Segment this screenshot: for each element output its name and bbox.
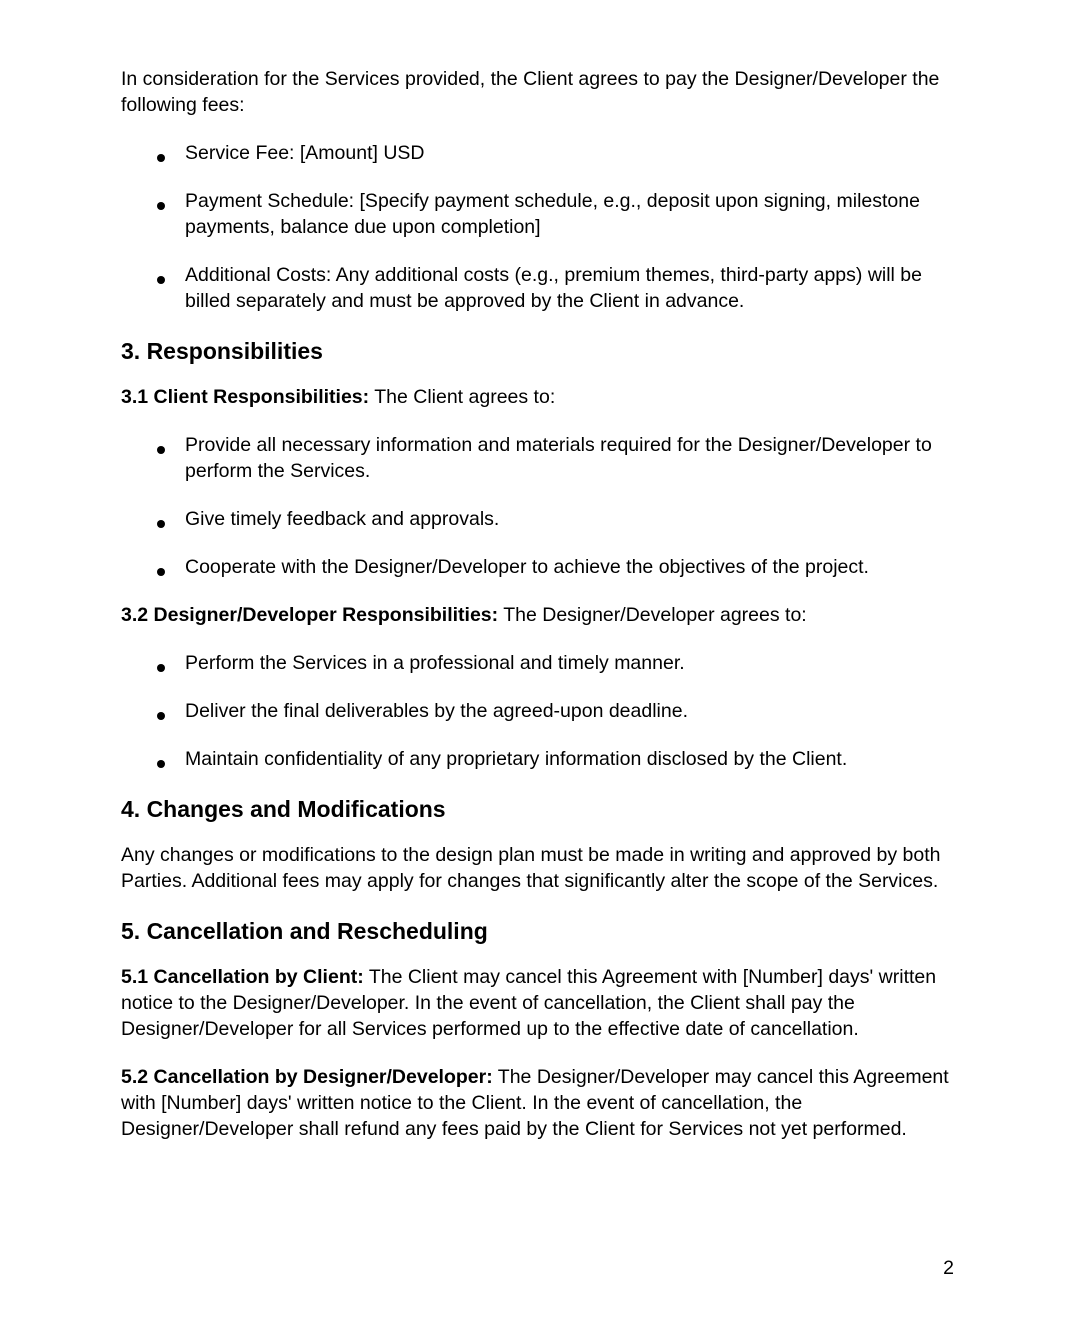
clause-cancellation-client — [121, 964, 954, 1042]
clause-label: 3.2 Designer/Developer Responsibilities: — [121, 604, 499, 626]
list-item: Provide all necessary information and materials required for the Designer/Developer to perform the Services. — [121, 432, 954, 484]
list-item: Deliver the final deliverables by the agreed-upon deadline. — [121, 698, 954, 724]
list-item: Cooperate with the Designer/Developer to achieve the objectives of the project. — [121, 554, 954, 580]
clause-client-responsibilities — [121, 384, 954, 410]
section-heading-changes: 4. Changes and Modifications — [121, 796, 446, 822]
clause-text: The Designer/Developer agrees to: — [503, 604, 807, 626]
clause-label: 3.1 Client Responsibilities: — [121, 386, 370, 408]
fees-list — [121, 140, 954, 314]
changes-paragraph: Any changes or modifications to the design plan must be made in writing and approved by both Parties. Additional fees may apply for changes that significantly alter the scope of the Services. — [121, 844, 941, 892]
list-item: Payment Schedule: [Specify payment schedule, e.g., deposit upon signing, milestone payments, balance due upon completion] — [121, 188, 954, 240]
clause-text: The Designer/Developer may cancel this Agreement with [Number] days' written notice to the Client. In the event of cancellation, the Designer/Developer shall refund any fees paid by the Client for Services not yet performed. — [121, 1066, 949, 1140]
developer-responsibilities-list — [121, 650, 954, 772]
list-item: Give timely feedback and approvals. — [121, 506, 954, 532]
list-item: Perform the Services in a professional and timely manner. — [121, 650, 954, 676]
clause-text: The Client may cancel this Agreement with [Number] days' written notice to the Designer/Developer. In the event of cancellation, the Client shall pay the Designer/Developer for all Services performed up to the effective date of cancellation. — [121, 966, 937, 1040]
page-number: 2 — [943, 1257, 954, 1279]
clause-label: 5.2 Cancellation by Designer/Developer: — [121, 1066, 493, 1088]
clause-label: 5.1 Cancellation by Client: — [121, 966, 364, 988]
clause-text: The Client agrees to: — [374, 386, 556, 408]
list-item: Service Fee: [Amount] USD — [121, 140, 954, 166]
clause-developer-responsibilities — [121, 602, 954, 628]
clause-cancellation-developer — [121, 1064, 954, 1142]
section-heading-cancellation: 5. Cancellation and Rescheduling — [121, 918, 488, 944]
client-responsibilities-list — [121, 432, 954, 580]
fees-intro-paragraph: In consideration for the Services provided, the Client agrees to pay the Designer/Developer the following fees: — [121, 68, 940, 116]
list-item: Maintain confidentiality of any proprietary information disclosed by the Client. — [121, 746, 954, 772]
list-item: Additional Costs: Any additional costs (e.g., premium themes, third-party apps) will be billed separately and must be approved by the Client in advance. — [121, 262, 954, 314]
section-heading-responsibilities: 3. Responsibilities — [121, 338, 323, 364]
